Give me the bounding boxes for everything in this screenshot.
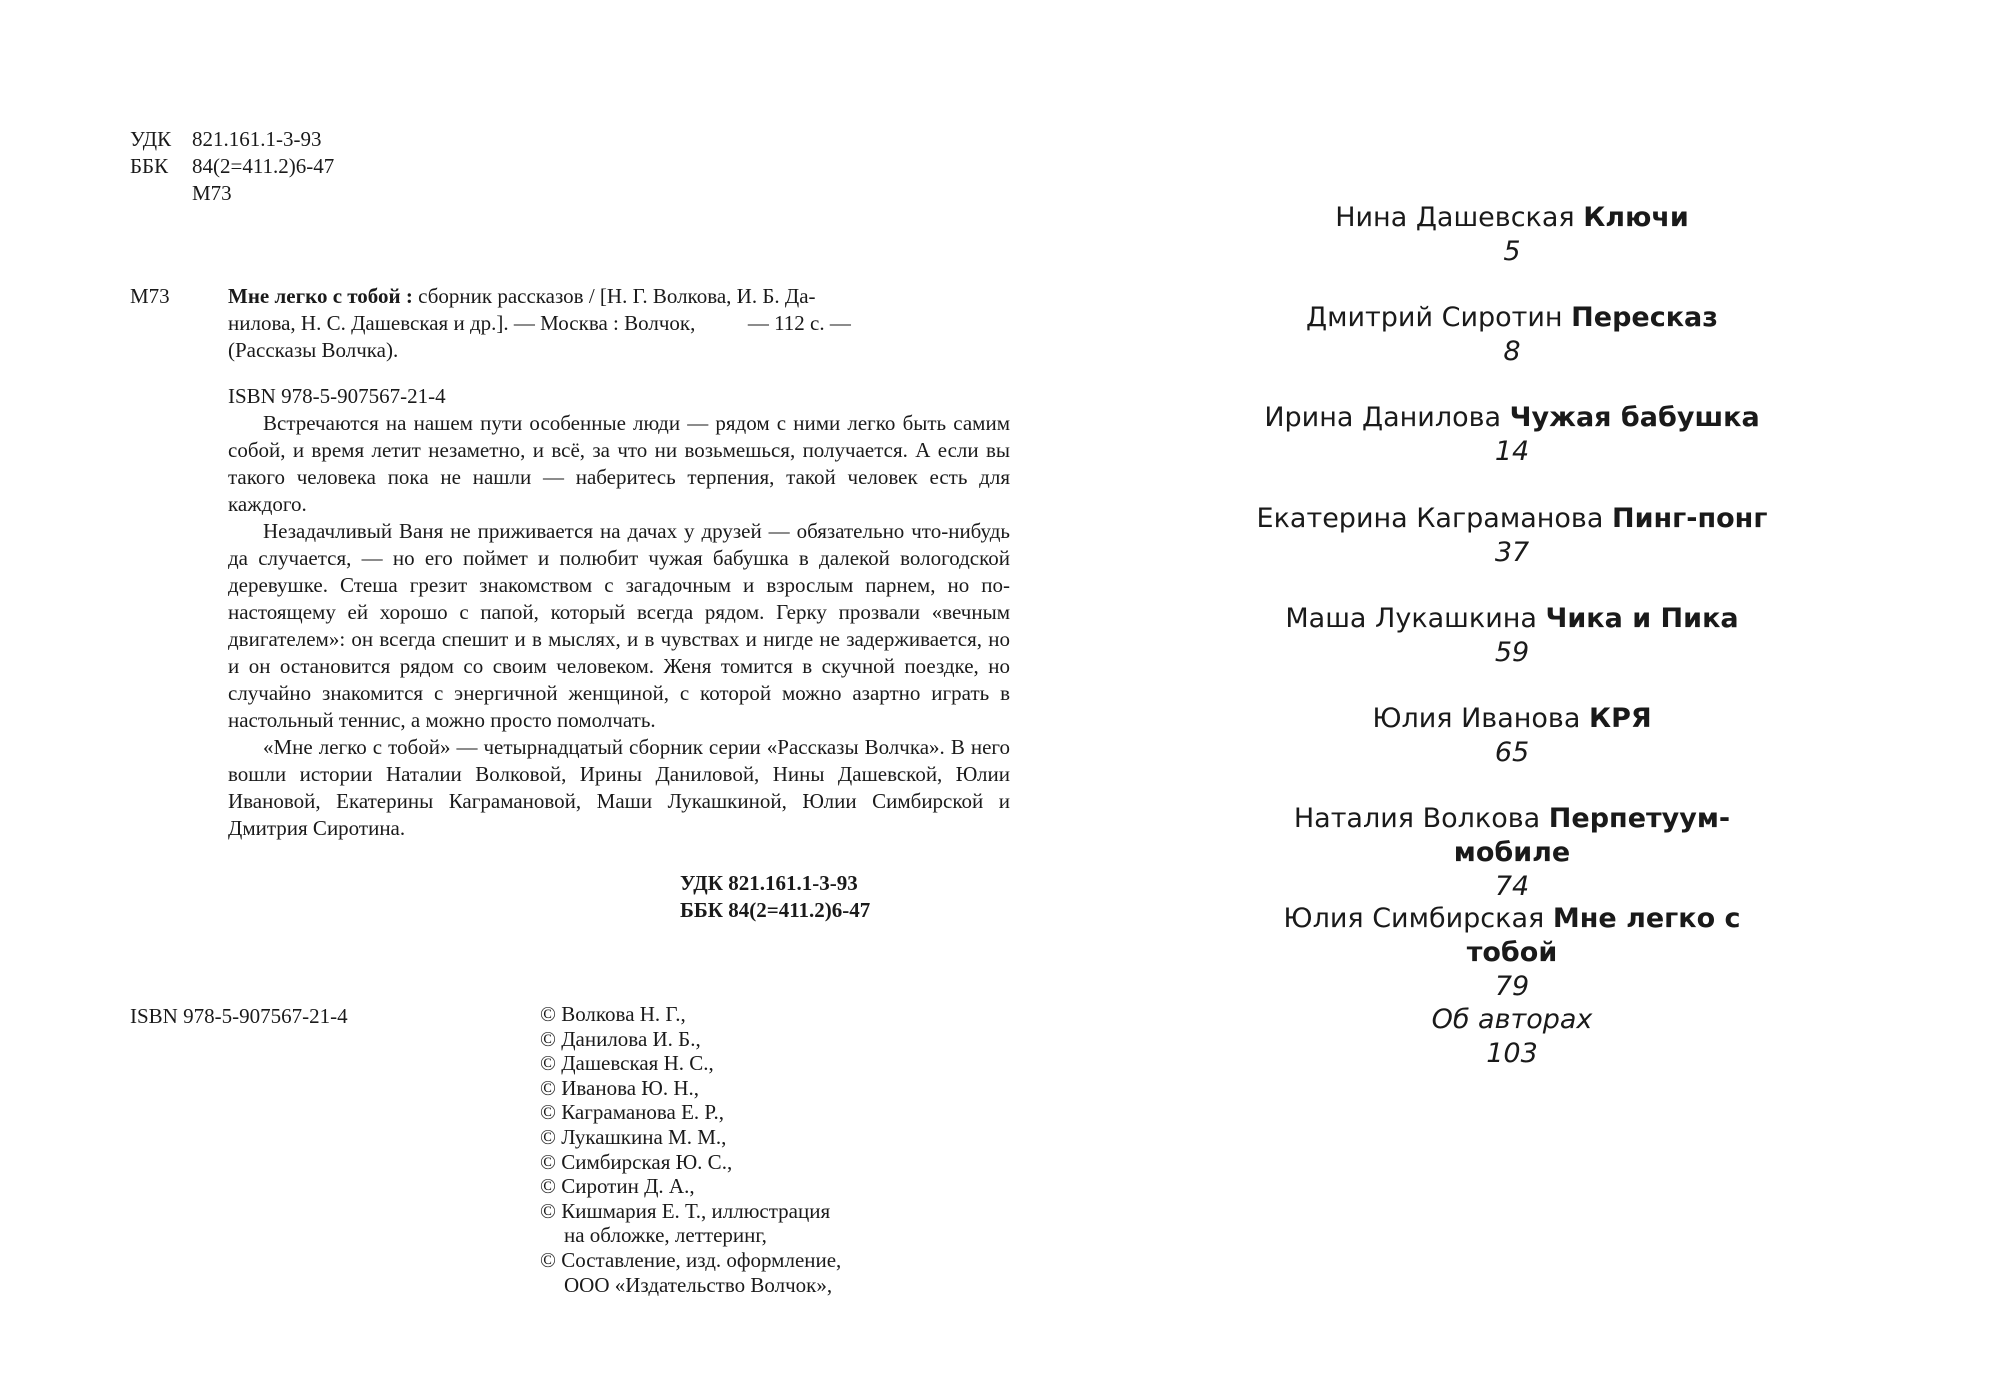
catalog-description: [228, 283, 1010, 364]
catalog-index-bbk: ББК 84(2=411.2)6-47: [680, 898, 871, 922]
toc-page-number: 74: [1494, 871, 1530, 902]
annotation: [228, 410, 1010, 842]
toc-story-title: Ключи: [1583, 202, 1689, 233]
copyright-line: © Иванова Ю. Н.,: [540, 1075, 700, 1100]
toc-author: Ирина Данилова: [1264, 402, 1502, 433]
udk-value: 821.161.1-3-93: [192, 127, 322, 151]
copyright-line: © Дашевская Н. С.,: [540, 1051, 714, 1076]
copyright-line: © Симбирская Ю. С.,: [540, 1149, 733, 1174]
toc-page-number: 37: [1494, 537, 1530, 568]
toc-author: Наталия Волкова: [1293, 803, 1541, 834]
author-mark-key: [130, 180, 192, 207]
toc-page-number: 59: [1494, 637, 1530, 668]
toc-story-title: Чужая бабушка: [1509, 402, 1760, 433]
toc-author: Екатерина Каграманова: [1256, 503, 1604, 534]
toc-author: Дмитрий Сиротин: [1306, 302, 1563, 333]
toc-entry-about-authors: [1252, 1003, 1772, 1071]
contents-page: [1000, 0, 2000, 1379]
catalog-line-1: [228, 283, 1010, 310]
catalog-code: М73: [130, 284, 170, 308]
copyright-line: © Сиротин Д. А.,: [540, 1174, 695, 1199]
toc-story-title: КРЯ: [1589, 703, 1652, 734]
annotation-paragraph: Незадачливый Ваня не приживается на дачах у друзей — обязательно что-нибудь да случается, — но его поймет и полюбит чужая бабушка в далекой вологодской деревушке. Стеша грезит знакомством с загадочным и взрослым парнем, но по-настоящему ей хорошо с папой, который всегда рядом. Герку прозвали «вечным двигателем»: он всегда спешит и в мыслях, и в чувствах и нигде не задерживается, но и он остановится рядом со своим человеком. Женя томится в скучной поездке, но случайно знакомится с энергичной женщиной, с которой можно азартно играть в настольный теннис, а можно просто помолчать.: [228, 519, 1010, 732]
catalog-index-udk: УДК 821.161.1-3-93: [680, 871, 858, 895]
toc-entry: [1252, 201, 1772, 269]
bottom-isbn: ISBN 978-5-907567-21-4: [130, 1004, 348, 1028]
udk-row: [130, 126, 334, 153]
copyright-line: © Лукашкина М. М.,: [540, 1124, 727, 1149]
catalog-line-2: нилова, Н. С. Дашевская и др.]. — Москва : Волчок, — 112 с. —: [228, 311, 851, 335]
copyright-line: на обложке, леттеринг,: [564, 1223, 767, 1248]
toc-page-number: 5: [1503, 236, 1521, 267]
catalog-line-1-rest: сборник рассказов / [Н. Г. Волкова, И. Б. Да-: [412, 284, 816, 308]
toc-story-title: Чика и Пика: [1545, 603, 1739, 634]
toc-author: Юлия Иванова: [1372, 703, 1581, 734]
toc-entry: [1252, 702, 1772, 770]
catalog-line-3: (Рассказы Волчка).: [228, 338, 399, 362]
annotation-paragraph: Встречаются на нашем пути особенные люди — рядом с ними легко быть самим собой, и время летит незаметно, и всё, за что ни возьмешься, получается. А если вы такого человека пока не нашли — наберитесь терпения, такой человек есть для каждого.: [228, 411, 1010, 516]
bbk-row: [130, 153, 334, 180]
author-mark-value: М73: [192, 181, 232, 205]
copyright-line: ООО «Издательство Волчок»,: [564, 1272, 833, 1297]
toc-page-number: 14: [1494, 436, 1530, 467]
author-mark-row: [130, 180, 334, 207]
copyright-line: © Кишмария Е. Т., иллюстрация: [540, 1198, 831, 1223]
toc-page-number: 79: [1494, 971, 1530, 1002]
toc-entry: [1252, 502, 1772, 570]
toc-entry: [1252, 301, 1772, 369]
toc-author: Маша Лукашкина: [1285, 603, 1537, 634]
copyright-line: © Каграманова Е. Р.,: [540, 1100, 724, 1125]
copyright-list: [540, 1002, 841, 1297]
toc-story-title: Пересказ: [1571, 302, 1718, 333]
toc-entry: [1252, 802, 1772, 904]
toc-author: Нина Дашевская: [1335, 202, 1575, 233]
bbk-key: ББК: [130, 154, 169, 178]
udk-key: УДК: [130, 127, 172, 151]
toc-page-number: 8: [1503, 336, 1521, 367]
annotation-paragraph: «Мне легко с тобой» — четырнадцатый сборник серии «Рассказы Волчка». В него вошли истории Наталии Волковой, Ирины Даниловой, Нины Дашевской, Юлии Ивановой, Екатерины Каграмановой, Маши Лукашкиной, Юлии Симбирской и Дмитрия Сиротина.: [228, 735, 1010, 840]
classification-block: [130, 126, 334, 207]
toc-entry: [1252, 602, 1772, 670]
toc-page-number: 65: [1494, 737, 1530, 768]
copyright-line: © Составление, изд. оформление,: [540, 1247, 842, 1272]
book-title: Мне легко с тобой :: [228, 284, 413, 308]
copyright-line: © Данилова И. Б.,: [540, 1026, 701, 1051]
toc-about-label: Об авторах: [1431, 1004, 1593, 1035]
toc-story-title: Мне легко с тобой: [1466, 903, 1741, 968]
toc-page-number: 103: [1486, 1038, 1538, 1069]
toc-story-title: Пинг-понг: [1612, 503, 1768, 534]
toc-story-title: Перпетуум-мобиле: [1453, 803, 1731, 868]
toc-author: Юлия Симбирская: [1283, 903, 1545, 934]
toc-entry: [1252, 902, 1772, 1004]
toc-entry: [1252, 401, 1772, 469]
bbk-value: 84(2=411.2)6-47: [192, 154, 335, 178]
catalog-index: [680, 870, 870, 924]
copyright-line: © Волкова Н. Г.,: [540, 1002, 686, 1026]
catalog-isbn: ISBN 978-5-907567-21-4: [228, 384, 446, 408]
